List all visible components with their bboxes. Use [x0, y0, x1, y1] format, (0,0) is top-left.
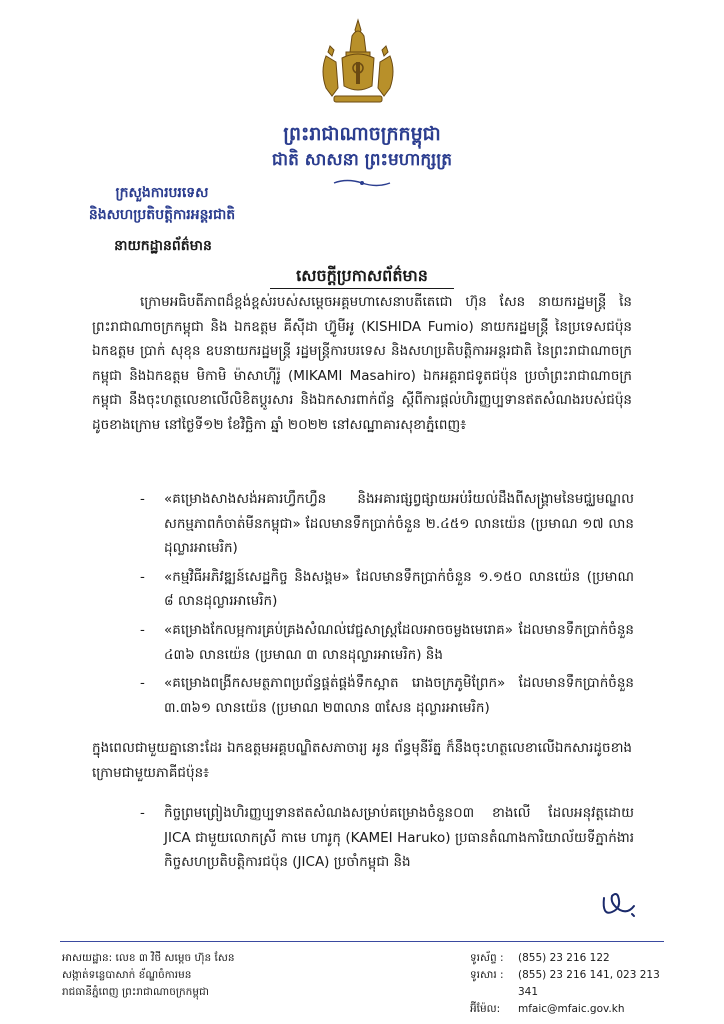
jica-text: កិច្ចព្រមព្រៀងហិរញ្ញប្បទានឥតសំណងសម្រាប់គម្រោងចំនួន០៣ ខាងលើ ដែលអនុវត្តដោយ JICA ជាមួយលោកស្រី កាមេ ហារូកុ (KAMEI Haruko) ប្រធានតំណាងការិយាល័យទីភ្នាក់ងារកិច្ចសហប្រតិបត្តិការជប៉ុន (JICA) ប្រចាំកម្ពុជា និង [164, 805, 634, 871]
bullet-mark: - [140, 621, 145, 638]
intro-paragraph: ក្រោមអធិបតីភាពដ៏ខ្ពង់ខ្ពស់របស់សម្តេចអគ្គមហាសេនាបតីតេជោ ហ៊ុន សែន នាយករដ្ឋមន្ត្រី នៃព្រះរាជាណាចក្រកម្ពុជា និង ឯកឧត្តម គីស៊ីដា ហ៊្វូមីអូ (KISHIDA Fumio) នាយករដ្ឋមន្ត្រី នៃប្រទេសជប៉ុន ឯកឧត្តម ប្រាក់ សុខុន ឧបនាយករដ្ឋមន្ត្រី រដ្ឋមន្ត្រីការបរទេស និងសហប្រតិបត្តិការអន្តរជាតិ នៃព្រះរាជាណាចក្រកម្ពុជា និងឯកឧត្តម មិកាមិ ម៉ាសាហ៊ីរ៉ូ (MIKAMI Masahiro) ឯកអគ្គរាជទូតជប៉ុន ប្រចាំព្រះរាជាណាចក្រកម្ពុជា នឹងចុះហត្ថលេខាលើលិខិតប្តូរសារ និងឯកសារពាក់ព័ន្ធ ស្តីពីការផ្តល់ហិរញ្ញប្បទានឥតសំណងរបស់ជប៉ុន ដូចខាងក្រោម នៅថ្ងៃទី១២ ខែវិច្ឆិកា ឆ្នាំ ២០២២ នៅសណ្ឋាគារសុខាភ្នំពេញ៖ [92, 294, 632, 433]
fax-number: (855) 23 216 141, 023 213 341 [518, 969, 660, 998]
fax-row [470, 967, 680, 1001]
footer-address [62, 950, 362, 1001]
email-label: អ៊ីម៉ែល: [470, 1003, 501, 1015]
kingdom-name: ព្រះរាជាណាចក្រកម្ពុជា [283, 123, 441, 145]
department-name: នាយកដ្ឋានព័ត៌មាន [114, 238, 212, 254]
jica-list [140, 801, 634, 879]
phone-number: (855) 23 216 122 [518, 952, 610, 964]
footer-divider [60, 941, 664, 942]
project-list [140, 487, 634, 724]
project-text: «គម្រោងពង្រីកសមត្ថភាពប្រព័ន្ធផ្គត់ផ្គង់ទឹកស្អាត រោងចក្រភូមិព្រែក» ដែលមានទឹកប្រាក់ចំនួន ៣.៣៦១ លានយ៉េន (ប្រមាណ ២៣លាន ៣សែន ដុល្លារអាមេរិក) [164, 675, 634, 716]
list-item [140, 487, 634, 561]
phone-label: ទូរស័ព្ទ : [470, 952, 504, 964]
kingdom-motto [252, 122, 472, 172]
list-item [140, 565, 634, 614]
royal-coat-of-arms-icon [312, 16, 404, 108]
bullet-mark: - [140, 568, 145, 585]
bullet-mark: - [140, 805, 145, 821]
project-text: «គម្រោងសាងសង់អគារហ្វឹកហ្វឺន និងអគារផ្សព្វផ្សាយអប់រំយល់ដឹងពីសង្គ្រាមនៃមជ្ឈមណ្ឌលសកម្មភាពកំចាត់មីនកម្ពុជា» ដែលមានទឹកប្រាក់ចំនួន ២.៤៥១ លានយ៉េន (ប្រមាណ ១៧ លានដុល្លារអាមេរិក) [164, 491, 634, 557]
address-line: សង្កាត់ទន្លេបាសាក់ ខ័ណ្ឌចំការមន [62, 969, 192, 981]
list-item [140, 801, 634, 875]
address-line: រាជធានីភ្នំពេញ ព្រះរាជាណាចក្រកម្ពុជា [62, 986, 209, 998]
footer-contact [470, 950, 680, 1018]
phone-row [470, 950, 680, 967]
second-paragraph: ក្នុងពេលជាមួយគ្នានោះដែរ ឯកឧត្តមអគ្គបណ្ឌិតសភាចារ្យ អូន ព័ន្ធមុនីរ័ត្ន ក៏នឹងចុះហត្ថលេខាលើឯកសារដូចខាងក្រោមជាមួយភាគីជប៉ុន៖ [92, 740, 632, 781]
email-row [470, 1001, 680, 1018]
bullet-mark: - [140, 675, 145, 692]
ornament-divider-icon [332, 178, 392, 188]
ministry-name [52, 182, 272, 226]
ministry-name-line1: ក្រសួងការបរទេស [115, 185, 209, 201]
bullet-mark: - [140, 491, 145, 507]
project-text: «កម្មវិធីអភិវឌ្ឍន៍សេដ្ឋកិច្ច និងសង្គម» ដែលមានទឹកប្រាក់ចំនួន ១.១៥០ លានយ៉េន (ប្រមាណ ៨ លានដុល្លារអាមេរិក) [164, 568, 634, 610]
document-title: សេចក្តីប្រកាសព័ត៌មាន [270, 264, 454, 289]
national-motto: ជាតិ សាសនា ព្រះមហាក្សត្រ [271, 150, 453, 170]
ministry-name-line2: និងសហប្រតិបត្តិការអន្តរជាតិ [88, 207, 236, 223]
address-line: អាសយដ្ឋាន: លេខ ៣ វិថី សម្តេច ហ៊ុន សែន [62, 952, 235, 964]
list-item [140, 618, 634, 667]
fax-label: ទូរសារ : [470, 969, 504, 981]
initial-signature-icon [596, 888, 644, 922]
project-text: «គម្រោងកែលម្អការគ្រប់គ្រងសំណល់វេជ្ជសាស្ត្រដែលអាចចម្លងមេរោគ» ដែលមានទឹកប្រាក់ចំនួន ៤៣៦ លានយ៉េន (ប្រមាណ ៣ លានដុល្លារអាមេរិក) និង [164, 621, 634, 663]
email-address[interactable]: mfaic@mfaic.gov.kh [518, 1003, 625, 1015]
list-item [140, 671, 634, 720]
